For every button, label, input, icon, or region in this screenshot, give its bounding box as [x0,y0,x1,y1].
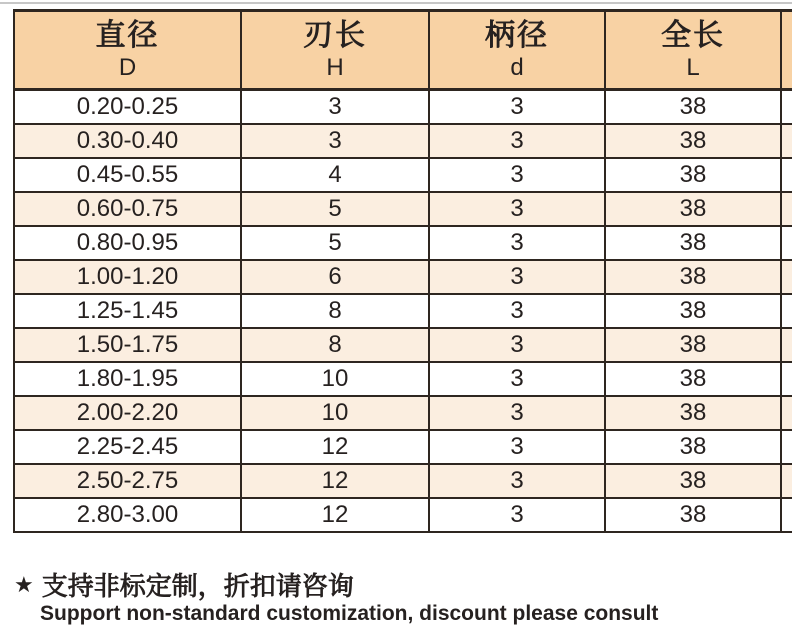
footnote-text-zh: 支持非标定制，折扣请咨询 [41,571,354,601]
footnote-text-en: Support non-standard customization, discount please consult [40,602,659,625]
table-header [14,11,792,90]
table-cell: 1.50-1.75 [14,328,241,362]
table-cell-cutoff [781,124,792,158]
table-cell: 8 [241,294,429,328]
table-cell: 38 [605,396,781,430]
table-cell: 2.80-3.00 [14,498,241,532]
table-cell-cutoff [781,396,792,430]
table-cell: 12 [241,498,429,532]
column-header [429,11,605,90]
table-row [14,158,792,192]
table-row [14,328,792,362]
table-cell: 38 [605,362,781,396]
table-cell: 3 [429,362,605,396]
table-row [14,498,792,532]
table-row [14,430,792,464]
table-cell: 3 [429,192,605,226]
table-cell: 1.80-1.95 [14,362,241,396]
table-cell: 38 [605,430,781,464]
table-cell: 3 [241,124,429,158]
table-cell: 2.00-2.20 [14,396,241,430]
table-cell: 3 [241,90,429,125]
table-cell: 1.00-1.20 [14,260,241,294]
table-cell: 3 [429,124,605,158]
column-header-en: d [510,54,524,81]
table-cell: 38 [605,226,781,260]
column-header-en: L [686,54,700,81]
table-cell-cutoff [781,430,792,464]
table-cell: 3 [429,396,605,430]
table-cell-cutoff [781,226,792,260]
table-cell-cutoff [781,260,792,294]
table-cell: 3 [429,430,605,464]
column-header [241,11,429,90]
star-icon: ★ [14,572,34,597]
table-body [14,90,792,533]
table-cell: 5 [241,192,429,226]
table-cell: 38 [605,124,781,158]
column-header [605,11,781,90]
table-cell-cutoff [781,158,792,192]
table-cell: 0.80-0.95 [14,226,241,260]
table-cell: 3 [429,260,605,294]
column-header-zh: 直径 [95,19,160,52]
table-cell: 12 [241,430,429,464]
table-cell: 0.60-0.75 [14,192,241,226]
table-cell: 3 [429,328,605,362]
table-cell: 38 [605,158,781,192]
table-cell: 0.30-0.40 [14,124,241,158]
footnote [14,571,774,627]
table-row [14,294,792,328]
table-cell: 3 [429,90,605,125]
table-cell-cutoff [781,464,792,498]
table-header-row [14,11,792,90]
table-cell: 3 [429,226,605,260]
table-cell: 3 [429,294,605,328]
column-header [14,11,241,90]
table-cell: 38 [605,294,781,328]
table-row [14,260,792,294]
table-row [14,226,792,260]
table-cell-cutoff [781,294,792,328]
table-cell-cutoff [781,498,792,532]
table-cell: 8 [241,328,429,362]
table-cell: 38 [605,192,781,226]
table-cell-cutoff [781,192,792,226]
table-cell: 38 [605,90,781,125]
column-header-zh: 刃长 [303,19,367,52]
table-cell: 5 [241,226,429,260]
table-cell: 4 [241,158,429,192]
table-cell-cutoff [781,362,792,396]
table-cell: 38 [605,498,781,532]
table-cell: 0.45-0.55 [14,158,241,192]
table-row [14,192,792,226]
table-row [14,396,792,430]
table-row [14,90,792,125]
column-header-cutoff [781,11,792,90]
spec-table [13,9,792,533]
table-cell: 6 [241,260,429,294]
table-cell: 3 [429,498,605,532]
table-cell: 3 [429,158,605,192]
table-cell: 12 [241,464,429,498]
table-cell: 38 [605,464,781,498]
table-row [14,362,792,396]
table-cell: 10 [241,396,429,430]
table-cell-cutoff [781,90,792,125]
column-header-en: H [326,54,344,81]
column-header-en: D [118,54,137,81]
table-cell: 1.25-1.45 [14,294,241,328]
column-header-zh: 全长 [661,19,725,52]
top-divider-line [0,2,792,4]
table-row [14,124,792,158]
table-cell: 0.20-0.25 [14,90,241,125]
table-cell: 2.25-2.45 [14,430,241,464]
table-cell: 10 [241,362,429,396]
table-cell: 3 [429,464,605,498]
table-cell: 38 [605,328,781,362]
table-cell: 38 [605,260,781,294]
table-cell: 2.50-2.75 [14,464,241,498]
table-cell-cutoff [781,328,792,362]
table-row [14,464,792,498]
column-header-zh: 柄径 [485,19,549,52]
footnote-line-zh [14,571,774,601]
spec-table-container [13,9,792,566]
